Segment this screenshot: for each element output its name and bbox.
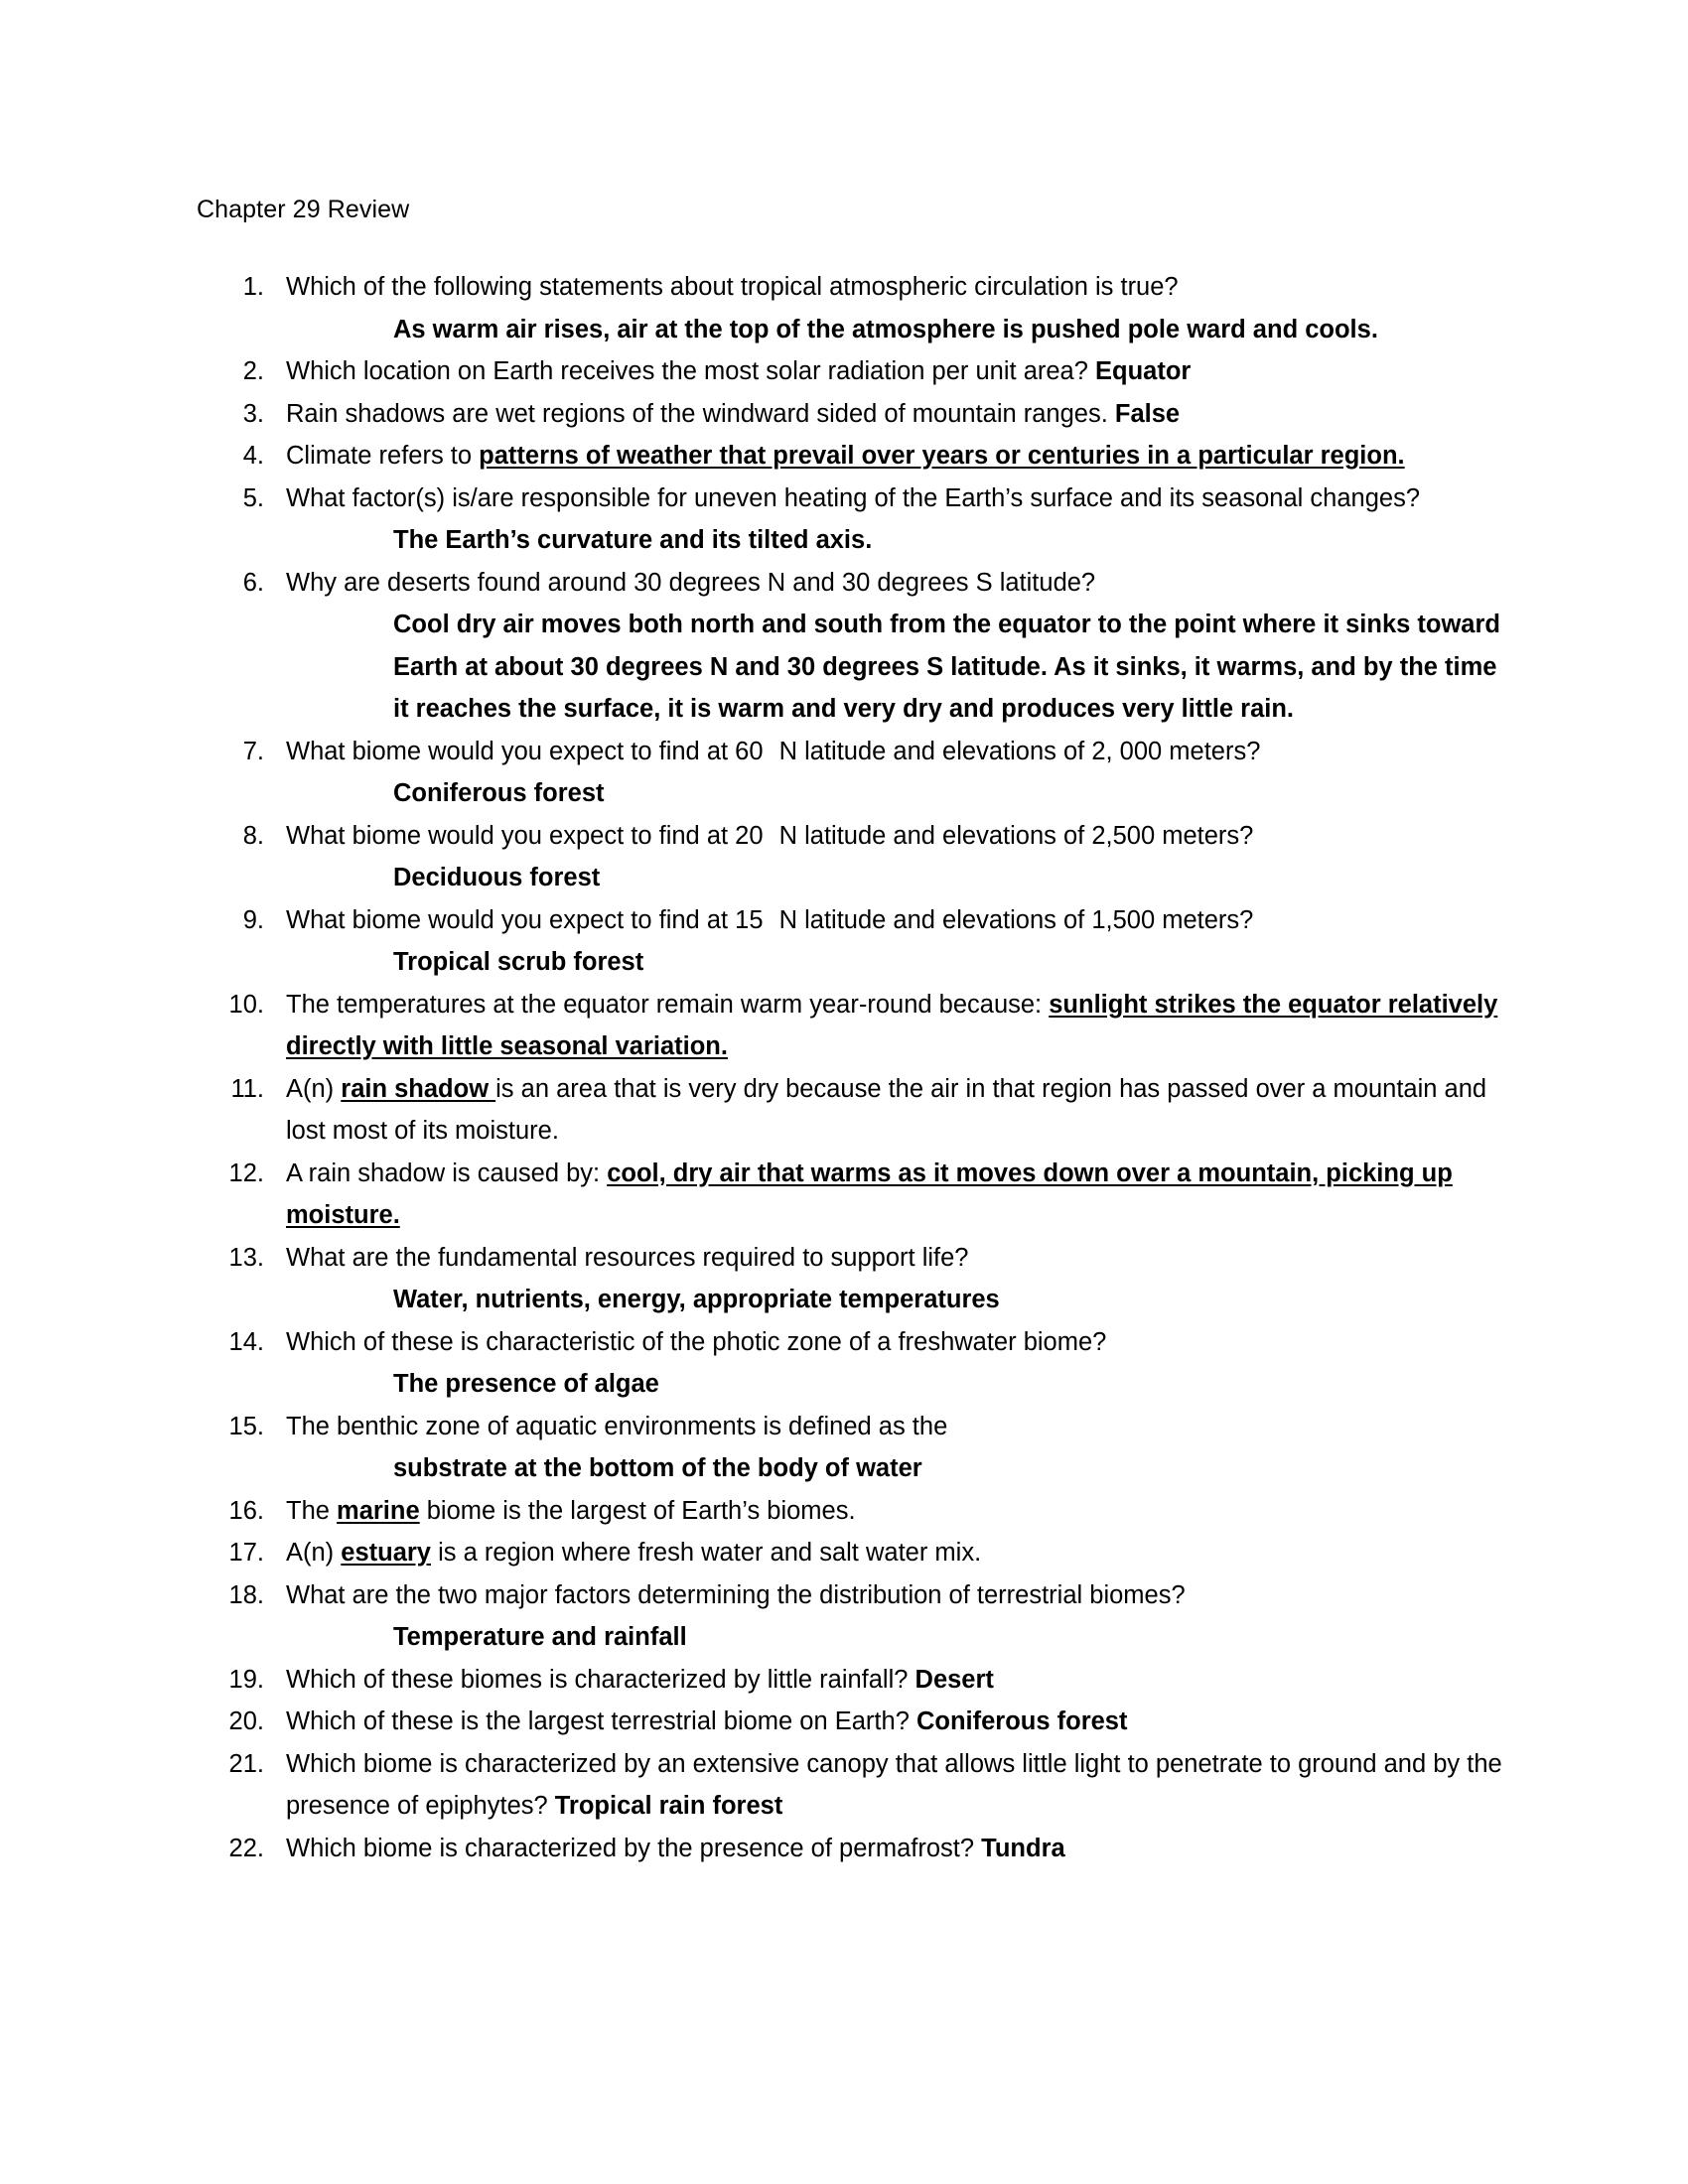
answer-underlined: cool, dry air that warms as it moves down over a mountain, picking up moisture. [286,1159,1453,1229]
answer-block: Water, nutrients, energy, appropriate temperatures [393,1286,1000,1313]
question-number: 14. [228,1327,264,1356]
question-text: Which of these is the largest terrestrial biome on Earth? [286,1707,916,1735]
answer-block: substrate at the bottom of the body of water [393,1454,922,1482]
question-body [286,350,1507,393]
question-item [197,1828,1507,1870]
question-number: 9. [242,905,264,934]
answer-inline: Coniferous forest [915,1707,1128,1735]
question-item [197,266,1507,350]
question-number: 21. [228,1749,264,1778]
question-body [286,266,1507,309]
answer-inline: Tropical rain forest [554,1792,783,1820]
question-text-after-term: is an area that is very dry because the air in that region has passed over a mountain and lost most of its moisture. [286,1074,1487,1145]
answer-term-underlined: rain shadow [341,1074,496,1103]
question-number: 17. [228,1539,264,1567]
question-number: 22. [228,1834,264,1862]
question-body [286,731,1507,773]
question-text-after-term: is a region where fresh water and salt water mix. [431,1539,982,1567]
question-number: 5. [242,483,264,512]
question-text: Which of the following statements about tropical atmospheric circulation is true? [286,273,1179,301]
answer-block: As warm air rises, air at the top of the atmosphere is pushed pole ward and cools. [393,315,1378,343]
question-body [286,1321,1507,1364]
question-body [286,815,1507,858]
question-body [286,1153,1507,1237]
answer-block: The Earth’s curvature and its tilted axis. [393,526,873,554]
question-number: 13. [228,1243,264,1272]
question-item [197,1659,1507,1702]
answer-term-underlined: estuary [341,1539,431,1567]
question-text-after-term: biome is the largest of Earth’s biomes. [419,1496,856,1525]
question-item [197,1532,1507,1574]
question-text: Which biome is characterized by the presence of permafrost? [286,1834,982,1862]
question-body [286,1574,1507,1617]
question-item [197,984,1507,1068]
question-number: 6. [242,568,264,597]
question-number: 19. [228,1665,264,1694]
question-item [197,1406,1507,1490]
question-body [286,1237,1507,1280]
question-body [286,478,1507,520]
question-number: 16. [228,1496,264,1525]
question-item [197,899,1507,984]
question-text: What factor(s) is/are responsible for uneven heating of the Earth’s surface and its seasonal changes? [286,483,1421,512]
answer-term-underlined: marine [337,1496,420,1525]
answer-underlined: patterns of weather that prevail over years or centuries in a particular region. [479,442,1405,470]
question-item [197,1237,1507,1321]
question-number: 15. [228,1412,264,1440]
question-item [197,1743,1507,1828]
question-number: 7. [242,737,264,765]
question-body [286,984,1507,1068]
question-item [197,435,1507,478]
answer-block: Tropical scrub forest [393,948,644,976]
page-title: Chapter 29 Review [197,196,410,223]
question-body [286,1532,1507,1574]
question-list [197,266,1507,1869]
answer-block: Temperature and rainfall [393,1623,687,1651]
answer-block: The presence of algae [393,1370,659,1398]
question-text: What are the two major factors determining the distribution of terrestrial biomes? [286,1580,1186,1609]
question-number: 4. [242,442,264,470]
question-body [286,1406,1507,1448]
question-text: The [286,1496,338,1525]
question-item [197,393,1507,436]
question-text: Rain shadows are wet regions of the windward sided of mountain ranges. [286,399,1115,428]
answer-block: Coniferous forest [393,779,605,807]
question-text: A rain shadow is caused by: [286,1159,608,1187]
answer-block: Deciduous forest [393,864,601,891]
question-body [286,899,1507,942]
question-text: What are the fundamental resources required to support life? [286,1243,969,1272]
question-body [286,1701,1507,1743]
question-number: 20. [228,1707,264,1735]
question-body [286,435,1507,478]
question-item [197,1153,1507,1237]
question-item [197,1574,1507,1659]
question-body [286,1068,1507,1153]
question-number: 2. [242,357,264,385]
question-number: 18. [228,1580,264,1609]
question-text: A(n) [286,1539,342,1567]
question-text: A(n) [286,1074,342,1103]
question-item [197,1321,1507,1406]
answer-inline: False [1114,399,1181,428]
question-number: 3. [242,399,264,428]
question-body [286,1490,1507,1533]
question-body [286,1659,1507,1702]
question-item [197,350,1507,393]
question-text: Why are deserts found around 30 degrees N and 30 degrees S latitude? [286,568,1096,597]
question-text-continued: N latitude and elevations of 2, 000 meters? [772,737,1261,765]
question-body [286,1743,1507,1828]
question-body [286,562,1507,605]
question-text: What biome would you expect to find at 20 [286,821,764,850]
question-body [286,393,1507,436]
question-number: 1. [242,273,264,301]
question-item [197,562,1507,731]
question-text: Climate refers to [286,442,480,470]
question-text-continued: N latitude and elevations of 2,500 meters? [772,821,1254,850]
question-text-continued: N latitude and elevations of 1,500 meters? [772,905,1254,934]
answer-inline: Equator [1095,357,1192,385]
question-item [197,1068,1507,1153]
question-number: 8. [242,821,264,850]
question-item [197,478,1507,562]
answer-inline: Desert [914,1665,994,1694]
answer-block: Cool dry air moves both north and south from the equator to the point where it sinks toward Earth at about 30 degrees N and 30 degrees S latitude. As it sinks, it warms, and by the time it reaches the surface, it is warm and very dry and produces very little rain. [393,611,1500,723]
question-text: The temperatures at the equator remain warm year-round because: [286,990,1050,1019]
question-body [286,1828,1507,1870]
question-item [197,815,1507,899]
answer-underlined: sunlight strikes the equator relatively directly with little seasonal variation. [286,990,1498,1060]
question-text: What biome would you expect to find at 15 [286,905,764,934]
question-number: 12. [228,1159,264,1187]
question-text: Which location on Earth receives the most solar radiation per unit area? [286,357,1096,385]
question-item [197,1490,1507,1533]
question-text: The benthic zone of aquatic environments is defined as the [286,1412,948,1440]
question-number: 11. [230,1074,264,1103]
question-item [197,1701,1507,1743]
question-item [197,731,1507,815]
question-text: Which biome is characterized by an extensive canopy that allows little light to penetrate to ground and by the presence of epiphytes? [286,1749,1502,1820]
question-number: 10. [228,990,264,1019]
answer-inline: Tundra [981,1834,1065,1862]
question-text: Which of these biomes is characterized by little rainfall? [286,1665,915,1694]
question-text: What biome would you expect to find at 60 [286,737,764,765]
question-text: Which of these is characteristic of the photic zone of a freshwater biome? [286,1327,1107,1356]
